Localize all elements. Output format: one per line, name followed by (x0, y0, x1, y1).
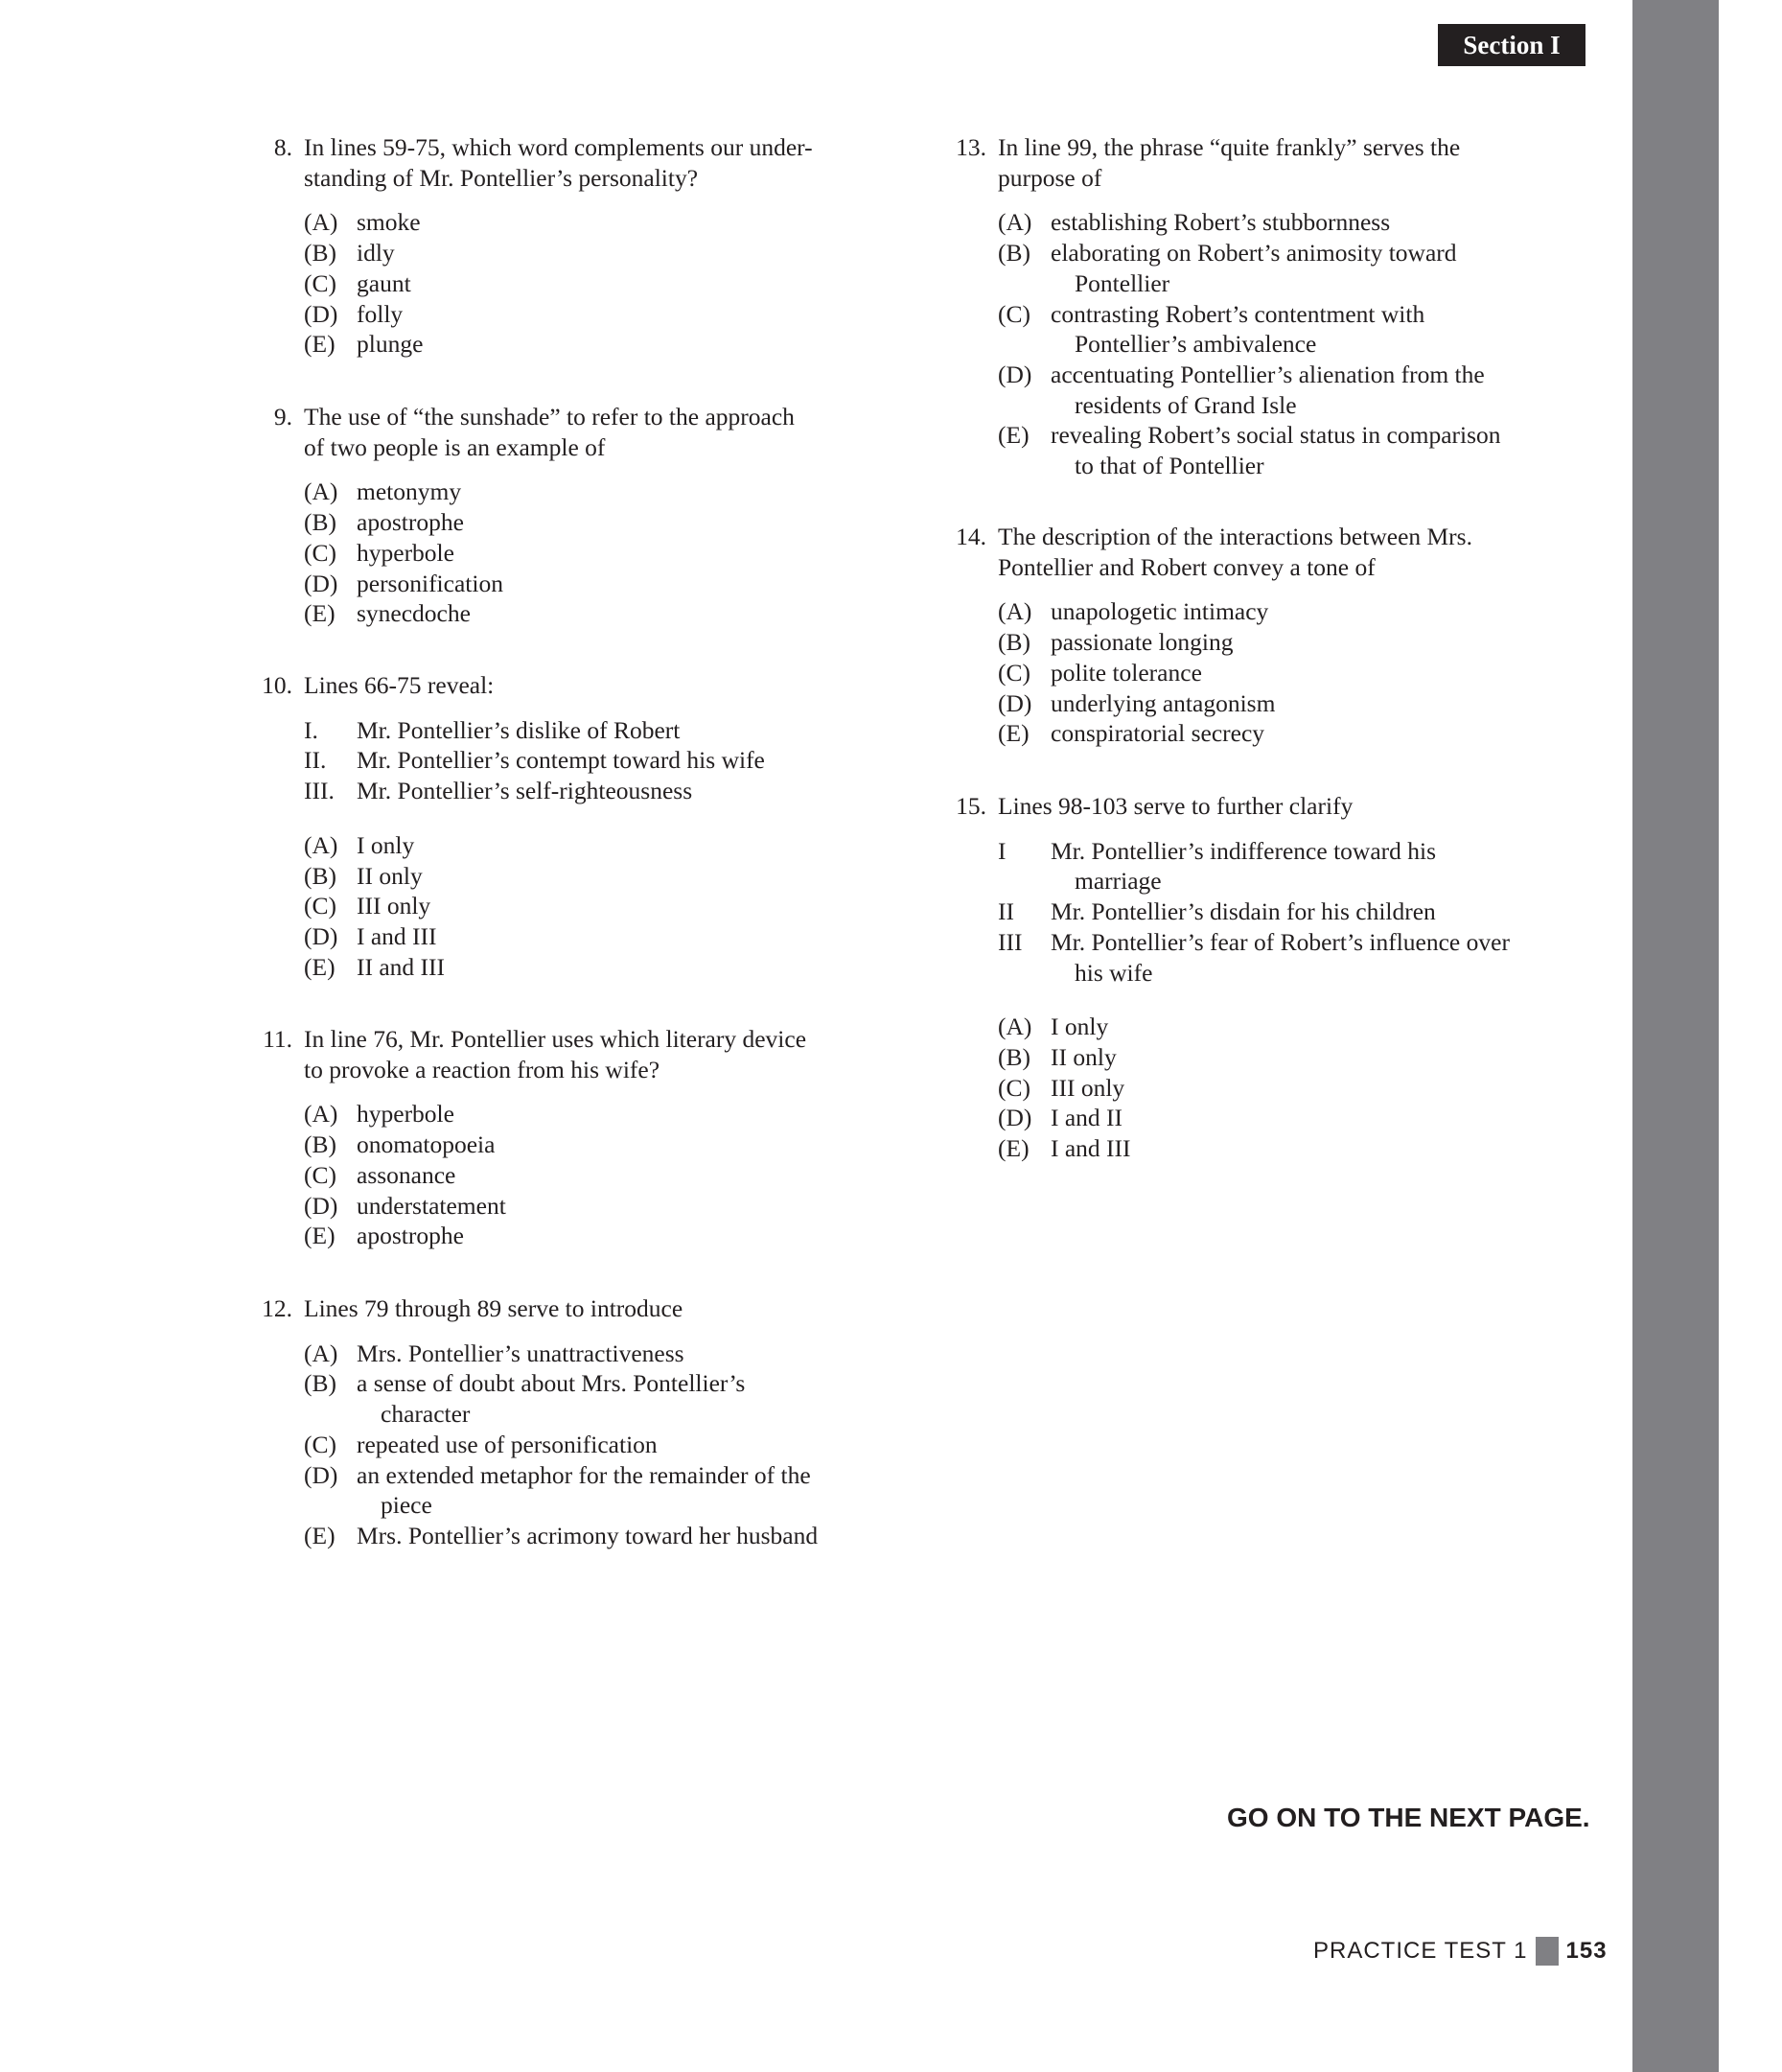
answer-choice-label: (E) (304, 330, 336, 359)
footer-square-mark (1536, 1937, 1559, 1966)
question-stem (956, 522, 1592, 582)
roman-statement (304, 715, 917, 746)
question-stem-line: The use of “the sunshade” to refer to the approach (304, 403, 795, 431)
answer-choice-text: Pontellier (1075, 268, 1170, 297)
section-label: Section I (1438, 24, 1585, 66)
roman-statement (304, 745, 917, 776)
answer-choice (304, 1099, 917, 1129)
answer-choice-text: piece (381, 1491, 432, 1520)
answer-choice-label: (E) (304, 952, 336, 981)
answer-choice (304, 1129, 917, 1160)
answer-choice-label: (D) (304, 569, 338, 597)
answer-choice-text: Mrs. Pontellier’s acrimony toward her husband (357, 1521, 819, 1549)
go-next-page-note: GO ON TO THE NEXT PAGE. (1227, 1803, 1590, 1832)
answer-choice-label: (B) (998, 1042, 1030, 1071)
answer-choice-text: accentuating Pontellier’s alienation from the (1051, 360, 1485, 388)
answer-choice (304, 1460, 917, 1521)
question-number: 12. (262, 1294, 292, 1322)
answer-choice-text: polite tolerance (1051, 658, 1202, 687)
answer-choice-text: revealing Robert’s social status in comparison (1051, 421, 1501, 450)
answer-choice-text: passionate longing (1051, 628, 1234, 657)
answer-choice-text: hyperbole (357, 1100, 454, 1129)
answer-choice (998, 627, 1592, 658)
answer-choice-label: (C) (304, 1160, 336, 1189)
answer-choice-text: plunge (357, 330, 424, 359)
answer-choice-text: metonymy (357, 477, 462, 506)
answer-choice (304, 1368, 917, 1429)
answer-choice-text: Mrs. Pontellier’s unattractiveness (357, 1339, 684, 1367)
answer-choice-label: (A) (304, 1339, 338, 1367)
question-stem-line: Lines 66-75 reveal: (304, 671, 495, 699)
answer-choice (998, 1103, 1592, 1133)
answer-choice (998, 1012, 1592, 1042)
roman-statement-text: Mr. Pontellier’s self-righteousness (357, 777, 693, 805)
answer-choice-text: gaunt (357, 268, 411, 297)
answer-choice-text: a sense of doubt about Mrs. Pontellier’s (357, 1369, 746, 1398)
question-stem (956, 791, 1592, 822)
answer-choice-text: unapologetic intimacy (1051, 597, 1269, 626)
answer-choice (304, 507, 917, 538)
answer-choice (304, 238, 917, 268)
answer-choice-text: III only (1051, 1073, 1125, 1102)
answer-choice (304, 207, 917, 238)
answer-choice-text: residents of Grand Isle (1075, 390, 1297, 419)
answer-choice-text: I only (357, 830, 415, 859)
answer-choice-label: (D) (304, 1460, 338, 1489)
answer-choice-list (304, 1099, 917, 1251)
question-stem (262, 670, 917, 701)
question-stem-line: Lines 98-103 serve to further clarify (998, 792, 1354, 820)
answer-choice (998, 1042, 1592, 1073)
page-footer (1313, 1937, 1608, 1966)
answer-choice-label: (D) (304, 1191, 338, 1220)
question-stem-line: standing of Mr. Pontellier’s personality? (304, 163, 699, 192)
question-stem (263, 1024, 917, 1084)
answer-choice-label: (A) (998, 597, 1032, 626)
answer-choice-label: (C) (998, 299, 1030, 328)
question-15 (956, 791, 1592, 1164)
answer-choice-text: elaborating on Robert’s animosity toward (1051, 239, 1457, 268)
question-stem (262, 1293, 917, 1324)
answer-choice-text: to that of Pontellier (1075, 452, 1264, 480)
answer-choice-list (304, 477, 917, 629)
answer-choice-label: (B) (304, 1130, 336, 1159)
roman-statement-text: his wife (1075, 958, 1153, 987)
answer-choice (998, 299, 1592, 360)
question-number: 10. (262, 671, 292, 699)
answer-choice-list (304, 830, 917, 983)
answer-choice-text: idly (357, 239, 395, 268)
question-stem-line: In lines 59-75, which word complements our under- (304, 133, 813, 161)
question-12 (262, 1293, 917, 1551)
roman-statement-label: II (998, 897, 1014, 926)
answer-choice-label: (C) (998, 1073, 1030, 1102)
answer-choice-text: an extended metaphor for the remainder of the (357, 1460, 811, 1489)
answer-choice-text: conspiratorial secrecy (1051, 719, 1265, 748)
answer-choice-text: folly (357, 299, 404, 328)
question-number: 13. (956, 133, 986, 161)
answer-choice (998, 207, 1592, 238)
answer-choice (304, 1521, 917, 1551)
answer-choice-label: (D) (304, 299, 338, 328)
answer-choice-label: (E) (998, 719, 1030, 748)
answer-choice-label: (E) (304, 1222, 336, 1250)
roman-statement-text: Mr. Pontellier’s contempt toward his wife (357, 746, 765, 775)
answer-choice (304, 299, 917, 330)
answer-choice-label: (D) (998, 688, 1032, 717)
roman-statement-list (998, 836, 1592, 989)
answer-choice (998, 1073, 1592, 1104)
roman-statement-text: Mr. Pontellier’s disdain for his children (1051, 897, 1436, 926)
answer-choice-text: smoke (357, 208, 421, 237)
roman-statement-list (304, 715, 917, 806)
question-9 (273, 402, 917, 629)
roman-statement-text: Mr. Pontellier’s dislike of Robert (357, 715, 681, 744)
answer-choice (304, 861, 917, 892)
answer-choice-label: (A) (998, 1013, 1032, 1041)
page-number: 153 (1565, 1938, 1608, 1964)
answer-choice-label: (B) (304, 861, 336, 890)
roman-statement-text: Mr. Pontellier’s indifference toward his (1051, 836, 1437, 865)
answer-choice-label: (D) (998, 360, 1032, 388)
question-8 (273, 132, 917, 360)
roman-statement (998, 927, 1592, 988)
answer-choice (998, 596, 1592, 627)
question-stem-line: Lines 79 through 89 serve to introduce (304, 1294, 683, 1322)
answer-choice-text: assonance (357, 1160, 456, 1189)
answer-choice-list (998, 1012, 1592, 1164)
answer-choice-label: (E) (304, 599, 336, 628)
answer-choice (998, 658, 1592, 688)
question-13 (956, 132, 1592, 481)
answer-choice-text: I and II (1051, 1104, 1123, 1132)
answer-choice (304, 1430, 917, 1460)
question-stem-line: to provoke a reaction from his wife? (304, 1055, 660, 1083)
answer-choice-label: (D) (304, 921, 338, 950)
roman-statement-label: III. (304, 777, 335, 805)
question-number: 8. (273, 133, 292, 161)
answer-choice-text: hyperbole (357, 538, 454, 567)
answer-choice (998, 1133, 1592, 1164)
question-stem-line: of two people is an example of (304, 432, 606, 461)
answer-choice (304, 538, 917, 569)
question-stem-line: Pontellier and Robert convey a tone of (998, 552, 1376, 581)
question-11 (263, 1024, 917, 1251)
answer-choice (304, 891, 917, 921)
answer-choice-label: (E) (304, 1521, 336, 1549)
question-stem-line: purpose of (998, 163, 1102, 192)
answer-choice-text: I and III (1051, 1134, 1131, 1163)
question-10 (262, 670, 917, 982)
answer-choice (998, 238, 1592, 298)
question-number: 14. (956, 523, 986, 550)
answer-choice (304, 1191, 917, 1222)
page-edge-bar (1632, 0, 1719, 2072)
answer-choice-text: Pontellier’s ambivalence (1075, 330, 1317, 359)
answer-choice (304, 598, 917, 629)
answer-choice-list (304, 207, 917, 360)
answer-choice (304, 921, 917, 952)
answer-choice (304, 952, 917, 983)
question-stem-line: In line 99, the phrase “quite frankly” serves the (998, 133, 1461, 161)
answer-choice (304, 477, 917, 507)
answer-choice-text: character (381, 1400, 471, 1429)
question-stem (273, 402, 917, 462)
running-head: PRACTICE TEST 1 (1313, 1938, 1528, 1964)
answer-choice-label: (E) (998, 1134, 1030, 1163)
answer-choice-text: apostrophe (357, 1222, 464, 1250)
answer-choice-text: contrasting Robert’s contentment with (1051, 299, 1425, 328)
question-14 (956, 522, 1592, 749)
answer-choice (304, 1339, 917, 1369)
answer-choice-label: (A) (304, 477, 338, 506)
roman-statement (998, 896, 1592, 927)
answer-choice-label: (B) (304, 508, 336, 537)
roman-statement (304, 776, 917, 806)
answer-choice-label: (C) (304, 892, 336, 920)
answer-choice-label: (B) (998, 239, 1030, 268)
answer-choice-text: I and III (357, 921, 437, 950)
roman-statement-label: III (998, 927, 1023, 956)
answer-choice-text: establishing Robert’s stubbornness (1051, 208, 1391, 237)
answer-choice-text: II only (1051, 1042, 1117, 1071)
answer-choice-text: II and III (357, 952, 446, 981)
answer-choice-list (998, 207, 1592, 480)
answer-choice (998, 688, 1592, 719)
roman-statement-text: Mr. Pontellier’s fear of Robert’s influence over (1051, 927, 1510, 956)
answer-choice-label: (A) (304, 830, 338, 859)
answer-choice-text: III only (357, 892, 431, 920)
answer-choice (304, 268, 917, 299)
answer-choice-label: (B) (304, 1369, 336, 1398)
answer-choice-label: (D) (998, 1104, 1032, 1132)
answer-choice (998, 718, 1592, 749)
answer-choice-text: apostrophe (357, 508, 464, 537)
answer-choice-label: (C) (304, 538, 336, 567)
roman-statement-label: I (998, 836, 1007, 865)
question-number: 15. (956, 792, 986, 820)
answer-choice-label: (E) (998, 421, 1030, 450)
question-stem-line: The description of the interactions between Mrs. (998, 523, 1472, 550)
answer-choice (304, 1221, 917, 1251)
answer-choice (304, 569, 917, 599)
answer-choice-label: (A) (998, 208, 1032, 237)
answer-choice-label: (A) (304, 208, 338, 237)
answer-choice (304, 1160, 917, 1191)
question-stem-line: In line 76, Mr. Pontellier uses which literary device (304, 1025, 807, 1053)
answer-choice (304, 329, 917, 360)
roman-statement-label: I. (304, 715, 318, 744)
answer-choice (998, 360, 1592, 420)
question-stem (273, 132, 917, 193)
answer-choice-text: underlying antagonism (1051, 688, 1276, 717)
answer-choice-text: understatement (357, 1191, 506, 1220)
answer-choice-text: onomatopoeia (357, 1130, 496, 1159)
roman-statement-label: II. (304, 746, 327, 775)
answer-choice (304, 830, 917, 861)
answer-choice-list (304, 1339, 917, 1551)
answer-choice-label: (B) (998, 628, 1030, 657)
roman-statement (998, 836, 1592, 896)
answer-choice-label: (C) (304, 268, 336, 297)
answer-choice-label: (C) (304, 1430, 336, 1458)
answer-choice-list (998, 596, 1592, 749)
answer-choice-label: (A) (304, 1100, 338, 1129)
answer-choice-label: (B) (304, 239, 336, 268)
question-stem (956, 132, 1592, 193)
answer-choice-text: II only (357, 861, 423, 890)
answer-choice-text: repeated use of personification (357, 1430, 658, 1458)
answer-choice-label: (C) (998, 658, 1030, 687)
roman-statement-text: marriage (1075, 867, 1162, 896)
answer-choice (998, 420, 1592, 480)
answer-choice-text: synecdoche (357, 599, 471, 628)
question-number: 11. (263, 1025, 292, 1053)
answer-choice-text: personification (357, 569, 503, 597)
question-number: 9. (273, 403, 292, 431)
answer-choice-text: I only (1051, 1013, 1109, 1041)
